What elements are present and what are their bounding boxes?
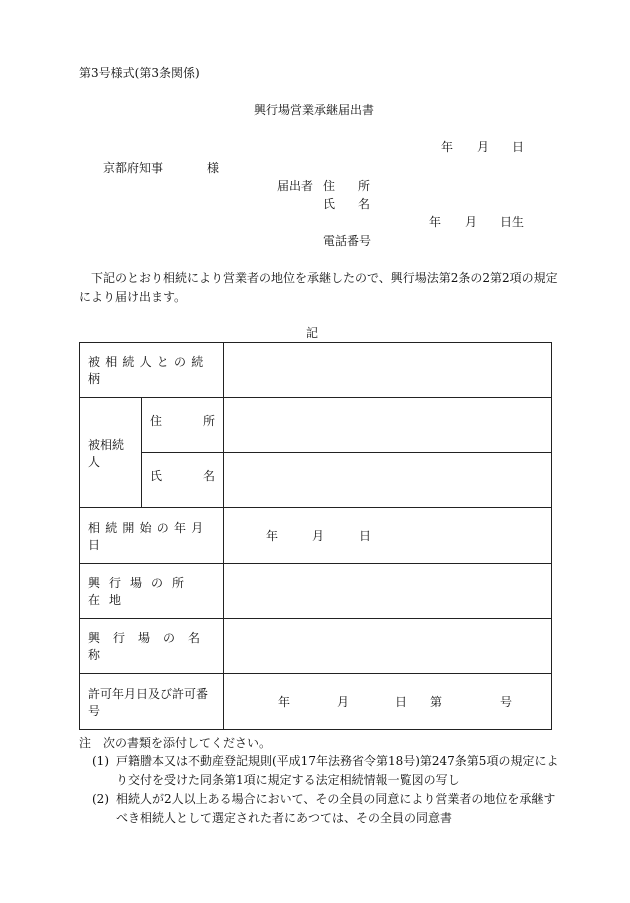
addressee: 京都府知事 xyxy=(103,161,164,175)
applicant-address-label-b: 所 xyxy=(358,179,371,193)
table-row xyxy=(80,453,552,508)
birth-day-label: 日生 xyxy=(500,215,525,229)
inheritance-date-value[interactable] xyxy=(224,508,552,564)
birth-year-label: 年 xyxy=(429,215,442,229)
inheritance-date-fields xyxy=(224,529,551,543)
decedent-name-value[interactable] xyxy=(224,453,552,508)
body-line-1: 下記のとおり相続により営業者の地位を承継したので、興行場法第2条の2第2項の規定 xyxy=(91,271,558,285)
permit-fields xyxy=(224,695,551,709)
date-day-label: 日 xyxy=(512,140,525,154)
birth-month-label: 月 xyxy=(465,215,478,229)
decedent-label: 被相続人 xyxy=(88,437,125,469)
table-row xyxy=(80,619,552,674)
permit-number-suffix: 号 xyxy=(500,694,513,709)
table-row xyxy=(80,508,552,564)
permit-month-label: 月 xyxy=(337,694,350,709)
applicant-name-label-a: 氏 xyxy=(323,197,336,211)
inheritance-date-label: 相続開始の年月日 xyxy=(88,520,209,552)
decedent-label-cell xyxy=(80,398,142,508)
theater-name-label: 興行場の名称 xyxy=(88,631,214,662)
relationship-label-text: 被相続人との続柄 xyxy=(88,355,209,386)
relationship-label-cell xyxy=(80,343,224,398)
date-month-label: 月 xyxy=(477,140,490,154)
theater-location-label-text: 興行場の所在地 xyxy=(88,576,194,607)
note-2-line-2: べき相続人として選定された者にあつては、その全員の同意書 xyxy=(116,811,453,825)
inheritance-year-label: 年 xyxy=(266,528,279,543)
relationship-label xyxy=(88,353,215,387)
date-year-label: 年 xyxy=(441,140,454,154)
inheritance-date-label-cell xyxy=(80,508,224,564)
inheritance-day-label: 日 xyxy=(359,528,372,543)
decedent-address-value[interactable] xyxy=(224,398,552,453)
note-2-number: (2) xyxy=(92,792,109,806)
theater-name-label-cell xyxy=(80,619,224,674)
theater-location-label-cell xyxy=(80,564,224,619)
decedent-address-label-a: 住 xyxy=(150,414,163,428)
ki-label: 記 xyxy=(306,326,319,340)
permit-number-prefix: 第 xyxy=(430,694,443,709)
applicant-address-label-a: 住 xyxy=(323,179,336,193)
permit-day-label: 日 xyxy=(395,694,408,709)
applicant-label: 届出者 xyxy=(277,179,314,193)
decedent-address-label-b: 所 xyxy=(203,414,216,428)
table-row xyxy=(80,398,552,453)
body-line-2: により届け出ます。 xyxy=(79,290,187,304)
theater-name-value[interactable] xyxy=(224,619,552,674)
note-1-line-1: 戸籍謄本又は不動産登記規則(平成17年法務省令第18号)第247条第5項の規定によ xyxy=(116,754,559,768)
form-table xyxy=(79,342,552,730)
phone-label: 電話番号 xyxy=(323,234,372,248)
permit-label-cell xyxy=(80,674,224,730)
note-1-line-2: り交付を受けた同条第1項に規定する法定相続情報一覧図の写し xyxy=(116,773,460,787)
decedent-address-label xyxy=(150,412,215,429)
permit-value[interactable] xyxy=(224,674,552,730)
table-row xyxy=(80,343,552,398)
theater-location-label xyxy=(88,574,208,608)
applicant-name-label-b: 名 xyxy=(358,197,371,211)
decedent-name-label-a: 氏 xyxy=(150,469,163,483)
note-2-line-1: 相続人が2人以上ある場合において、その全員の同意により営業者の地位を承継す xyxy=(116,792,556,806)
decedent-address-label-cell xyxy=(142,398,224,453)
table-row xyxy=(80,674,552,730)
permit-year-label: 年 xyxy=(278,694,291,709)
decedent-name-label xyxy=(150,467,215,484)
relationship-value[interactable] xyxy=(224,343,552,398)
permit-label: 許可年月日及び許可番号 xyxy=(88,686,209,718)
decedent-name-label-cell xyxy=(142,453,224,508)
form-number: 第3号様式(第3条関係) xyxy=(79,66,200,80)
notes-heading: 注 次の書類を添付してください。 xyxy=(79,736,272,750)
decedent-name-label-b: 名 xyxy=(203,469,216,483)
document-title: 興行場営業承継届出書 xyxy=(254,103,375,117)
addressee-honorific: 様 xyxy=(207,161,220,175)
table-row xyxy=(80,564,552,619)
theater-location-value[interactable] xyxy=(224,564,552,619)
note-1-number: (1) xyxy=(92,754,109,768)
inheritance-month-label: 月 xyxy=(312,528,325,543)
